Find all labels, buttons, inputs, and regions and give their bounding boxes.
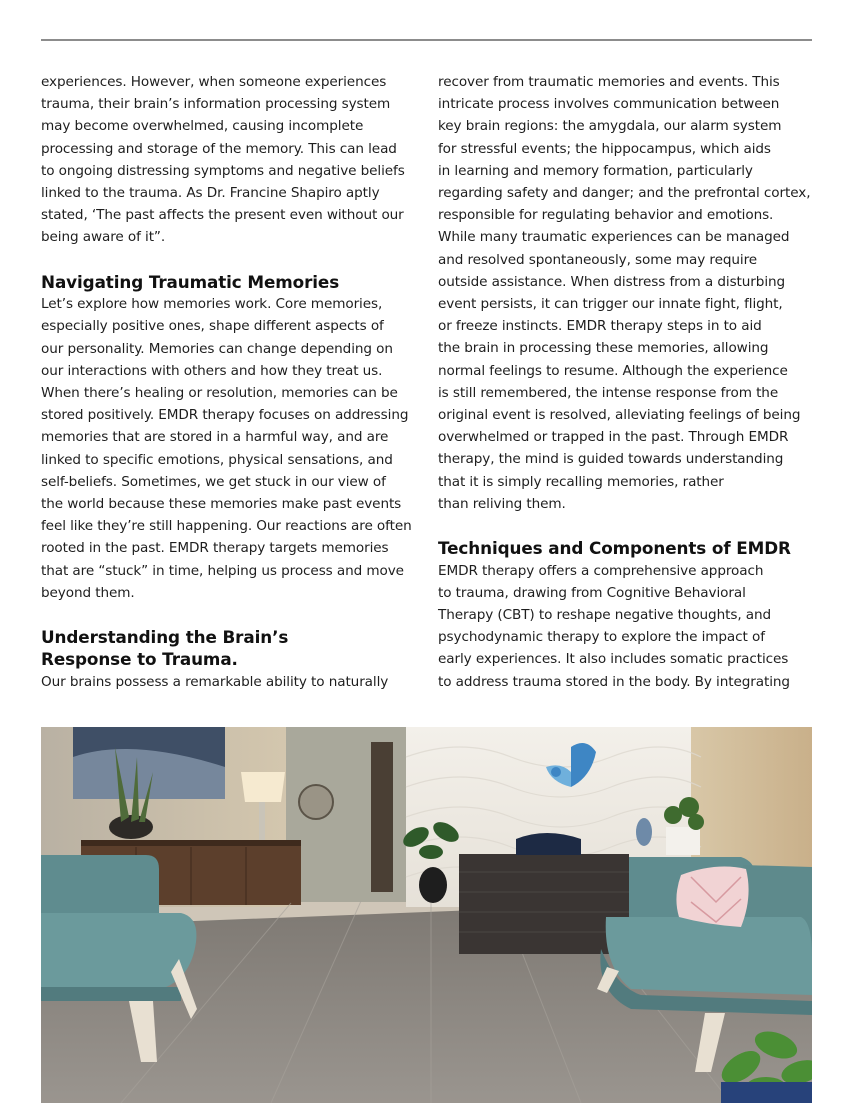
plant-pot-left — [109, 815, 153, 839]
office-chair — [516, 833, 581, 855]
foreground-basket — [721, 1082, 812, 1103]
wall-clock — [299, 785, 333, 819]
right-column — [438, 71, 814, 693]
decor-vase — [636, 818, 652, 846]
pink-pillow — [676, 867, 748, 927]
heading-techniques-components: Techniques and Components of EMDR — [438, 538, 791, 559]
header-rule — [41, 39, 812, 41]
heading-navigating-traumatic-memories: Navigating Traumatic Memories — [41, 271, 340, 292]
doorway — [371, 742, 393, 892]
left-column — [41, 71, 413, 693]
desk — [459, 854, 629, 954]
paragraph-brain-recovery: recover from traumatic memories and events. This intricate process involves communication between key brain regions: the amygdala, our alarm system for stressful events; the hippocampus, which aids in learning and memory formation, particularly regarding safety and danger; and the prefrontal cortex, responsible for regulating behavior and emotions. While many traumatic experiences can be managed and resolved spontaneously, some may require outside assistance. When distress from a disturbing event persists, it can trigger our innate fight, flight, or freeze instincts. EMDR therapy steps in to aid the brain in processing these memories, allowing normal feelings to resume. Although the experience is still remembered, the intense response from the original event is resolved, alleviating feelings of being overwhelmed or trapped in the past. Through EMDR therapy, the mind is guided towards understanding that it is simply recalling memories, rather than reliving them. — [438, 74, 811, 512]
paragraph-brain-response-start: Our brains possess a remarkable ability to naturally — [41, 673, 389, 690]
heading-brain-response: Understanding the Brain’s Response to Trauma. — [41, 626, 289, 670]
intro-paragraph: experiences. However, when someone experiences trauma, their brain’s information processing system may become overwhelmed, causing incomplete processing and storage of the memory. This can lead to ongoing distressing symptoms and negative beliefs linked to the trauma. As Dr. Francine Shapiro aptly stated, ‘The past affects the present even without our being aware of it”. — [41, 74, 405, 246]
paragraph-techniques: EMDR therapy offers a comprehensive approach to trauma, drawing from Cognitive Behavioral Therapy (CBT) to reshape negative thoughts, and psychodynamic therapy to explore the impact of early experiences. It also includes somatic practices to address trauma stored in the body. By integrating — [438, 562, 790, 690]
plant-pot-right — [666, 827, 700, 855]
plant-pot-center — [419, 867, 447, 903]
paragraph-navigating-memories: Let’s explore how memories work. Core memories, especially positive ones, shape different aspects of our personality. Memories can change depending on our interactions with others and how they treat us. When there’s healing or resolution, memories can be stored positively. EMDR therapy focuses on addressing memories that are stored in a harmful way, and are linked to specific emotions, physical sensations, and self-beliefs. Sometimes, we get stuck in our view of the world because these memories make past events feel like they’re still happening. Our reactions are often rooted in the past. EMDR therapy targets memories that are “stuck” in time, helping us process and move beyond them. — [41, 296, 412, 601]
office-photo — [41, 727, 812, 1103]
lamp-shade — [241, 772, 285, 802]
